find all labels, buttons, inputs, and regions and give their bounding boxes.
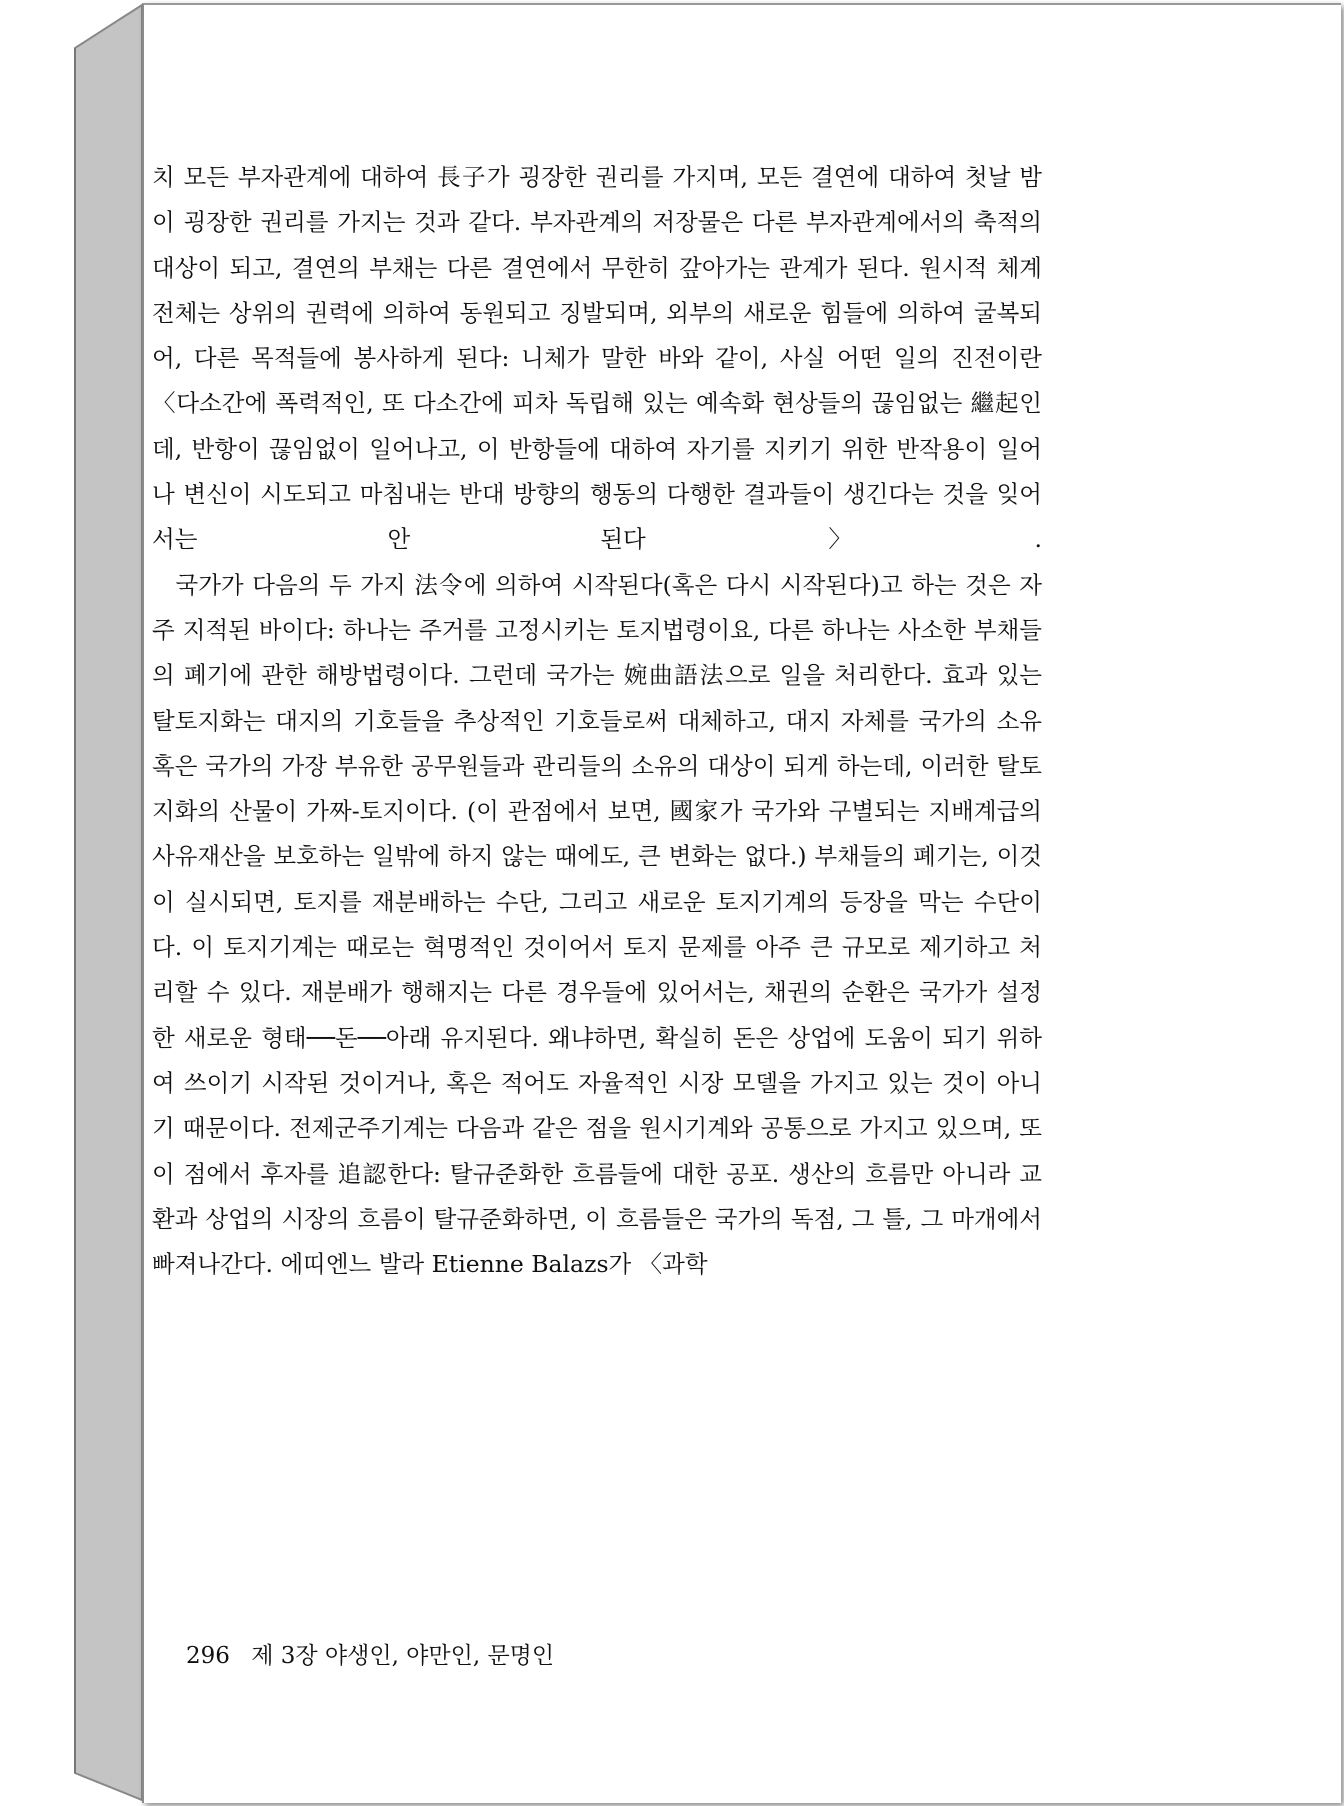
paragraph-2: 국가가 다음의 두 가지 法令에 의하여 시작된다(혹은 다시 시작된다)고 하는 것은 자주 지적된 바이다: 하나는 주거를 고정시키는 토지법령이요, 다른 하나는 사소한 부채들의 폐기에 관한 해방법령이다. 그런데 국가는 婉曲語法으로 일을 처리한다. 효과 있는 탈토지화는 대지의 기호들을 추상적인 기호들로써 대체하고, 대지 자체를 국가의 소유 혹은 국가의 가장 부유한 공무원들과 관리들의 소유의 대상이 되게 하는데, 이러한 탈토지화의 산물이 가짜-토지이다. (이 관점에서 보면, 國家가 국가와 구별되는 지배계급의 사유재산을 보호하는 일밖에 하지 않는 때에도, 큰 변화는 없다.) 부채들의 폐기는, 이것이 실시되면, 토지를 재분배하는 수단, 그리고 새로운 토지기계의 등장을 막는 수단이다. 이 토지기계는 때로는 혁명적인 것이어서 토지 문제를 아주 큰 규모로 제기하고 처리할 수 있다. 재분배가 행해지는 다른 경우들에 있어서는, 채권의 순환은 국가가 설정한 새로운 형태──돈──아래 유지된다. 왜냐하면, 확실히 돈은 상업에 도움이 되기 위하여 쓰이기 시작된 것이거나, 혹은 적어도 자율적인 시장 모델을 가지고 있는 것이 아니기 때문이다. 전제군주기계는 다음과 같은 점을 원시기계와 공통으로 가지고 있으며, 또 이 점에서 후자를 追認한다: 탈규준화한 흐름들에 대한 공포. 생산의 흐름만 아니라 교환과 상업의 시장의 흐름이 탈규준화하면, 이 흐름들은 국가의 독점, 그 틀, 그 마개에서 빠져나간다. 에띠엔느 발라 Etienne Balazs가 〈과학 (152, 570, 1042, 1279)
body-text (152, 155, 1042, 1287)
paragraph-1: 치 모든 부자관계에 대하여 長子가 굉장한 권리를 가지며, 모든 결연에 대하여 첫날 밤이 굉장한 권리를 가지는 것과 같다. 부자관계의 저장물은 다른 부자관계에서의 축적의 대상이 되고, 결연의 부채는 다른 결연에서 무한히 갚아가는 관계가 된다. 원시적 체계 전체는 상위의 권력에 의하여 동원되고 징발되며, 외부의 새로운 힘들에 의하여 굴복되어, 다른 목적들에 봉사하게 된다: 니체가 말한 바와 같이, 사실 어떤 일의 진전이란 〈다소간에 폭력적인, 또 다소간에 피차 독립해 있는 예속화 현상들의 끊임없는 繼起인데, 반항이 끊임없이 일어나고, 이 반항들에 대하여 자기를 지키기 위한 반작용이 일어나 변신이 시도되고 마침내는 반대 방향의 행동의 다행한 결과들이 생긴다는 것을 잊어서는 안 된다〉. (152, 163, 1042, 554)
chapter-title: 제 3장 야생인, 야만인, 문명인 (251, 1643, 555, 1669)
page-number: 296 (186, 1643, 230, 1669)
page-footer (186, 1637, 554, 1670)
